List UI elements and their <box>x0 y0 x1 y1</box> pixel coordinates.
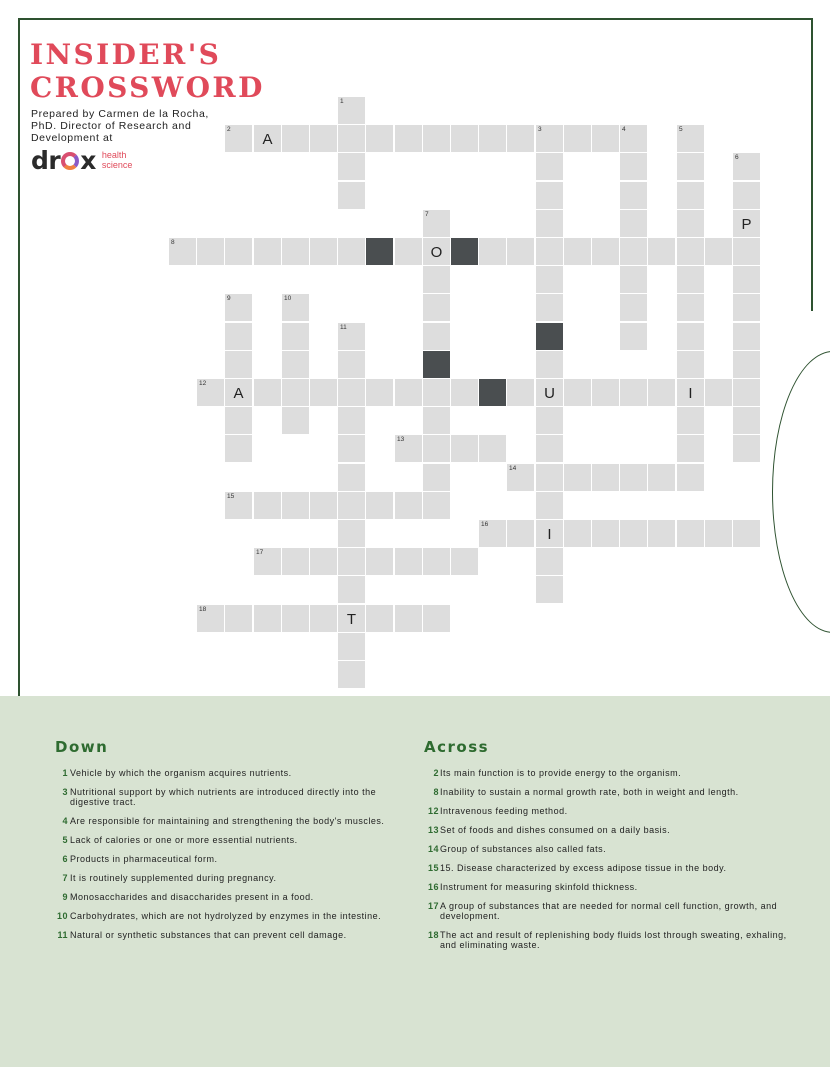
crossword-cell[interactable] <box>733 435 760 462</box>
crossword-cell[interactable] <box>282 548 309 575</box>
crossword-cell[interactable] <box>648 520 675 547</box>
crossword-cell[interactable] <box>648 238 675 265</box>
crossword-cell[interactable] <box>620 210 647 237</box>
clue-number: 14 <box>509 465 517 472</box>
crossword-cell[interactable] <box>733 238 760 265</box>
crossword-cell[interactable] <box>536 379 563 406</box>
clue-item-number: 16 <box>427 882 439 892</box>
crossword-cell[interactable] <box>423 323 450 350</box>
clue-item <box>55 835 405 845</box>
clue-item-text: A group of substances that are needed for normal cell function, growth, and development. <box>440 901 778 921</box>
clue-number: 11 <box>340 324 347 331</box>
clue-item-text: Group of substances also called fats. <box>440 844 607 854</box>
crossword-block-cell <box>479 379 506 406</box>
crossword-cell[interactable] <box>225 125 252 152</box>
clue-item <box>55 854 405 864</box>
crossword-cell[interactable] <box>564 520 591 547</box>
crossword-cell[interactable] <box>423 266 450 293</box>
crossword-cell[interactable] <box>423 464 450 491</box>
crossword-cell[interactable] <box>338 323 365 350</box>
clue-number: 8 <box>171 239 175 246</box>
logo-sub-health: health <box>101 150 127 160</box>
crossword-cell[interactable] <box>338 97 365 124</box>
clue-item-text: Inability to sustain a normal growth rate, both in weight and length. <box>440 787 739 797</box>
crossword-cell[interactable] <box>592 464 619 491</box>
clue-item-number: 2 <box>433 768 439 778</box>
crossword-cell[interactable] <box>733 266 760 293</box>
crossword-cell[interactable] <box>366 125 393 152</box>
crossword-cell[interactable] <box>338 351 365 378</box>
down-clue-list <box>55 768 405 940</box>
clue-item-number: 7 <box>62 873 68 883</box>
clue-item <box>55 930 405 940</box>
title-line-1: INSIDER'S <box>30 38 222 71</box>
crossword-cell[interactable] <box>395 435 422 462</box>
crossword-cell[interactable] <box>536 153 563 180</box>
crossword-cell[interactable] <box>338 520 365 547</box>
crossword-cell[interactable] <box>564 238 591 265</box>
clue-item-number: 14 <box>427 844 439 854</box>
clue-item-text: 15. Disease characterized by excess adipose tissue in the body. <box>440 863 727 873</box>
crossword-cell[interactable] <box>677 210 704 237</box>
crossword-cell[interactable] <box>338 633 365 660</box>
crossword-cell[interactable] <box>620 294 647 321</box>
crossword-cell[interactable] <box>620 125 647 152</box>
crossword-cell[interactable] <box>507 125 534 152</box>
crossword-cell[interactable] <box>451 548 478 575</box>
crossword-cell[interactable] <box>677 435 704 462</box>
crossword-cell[interactable] <box>423 435 450 462</box>
crossword-cell[interactable] <box>282 323 309 350</box>
clue-item <box>55 787 405 807</box>
clue-number: 6 <box>735 154 739 161</box>
clue-number: 12 <box>199 380 207 387</box>
crossword-cell[interactable] <box>197 605 224 632</box>
clue-item-text: Carbohydrates, which are not hydrolyzed by enzymes in the intestine. <box>70 911 382 921</box>
crossword-cell[interactable] <box>254 238 281 265</box>
crossword-cell[interactable] <box>677 379 704 406</box>
clue-number: 16 <box>481 521 489 528</box>
crossword-cell[interactable] <box>620 323 647 350</box>
clue-item-text: Are responsible for maintaining and strengthening the body's muscles. <box>70 816 385 826</box>
crossword-cell[interactable] <box>338 379 365 406</box>
clue-item <box>55 768 405 778</box>
crossword-block-cell <box>451 238 478 265</box>
crossword-cell[interactable] <box>620 238 647 265</box>
crossword-cell[interactable] <box>338 661 365 688</box>
crossword-cell[interactable] <box>677 351 704 378</box>
crossword-cell[interactable] <box>451 379 478 406</box>
clue-item-number: 8 <box>433 787 439 797</box>
crossword-cell[interactable] <box>282 294 309 321</box>
clues-panel <box>0 696 830 1067</box>
crossword-cell[interactable] <box>733 182 760 209</box>
crossword-cell[interactable] <box>395 548 422 575</box>
crossword-cell[interactable] <box>395 605 422 632</box>
crossword-cell[interactable] <box>338 407 365 434</box>
down-clues <box>55 696 405 949</box>
crossword-cell[interactable] <box>451 435 478 462</box>
given-letter: T <box>346 611 357 628</box>
crossword-cell[interactable] <box>536 351 563 378</box>
crossword-cell[interactable] <box>338 492 365 519</box>
crossword-cell[interactable] <box>338 238 365 265</box>
given-letter: A <box>262 131 273 148</box>
crossword-cell[interactable] <box>254 548 281 575</box>
crossword-cell[interactable] <box>536 576 563 603</box>
crossword-cell[interactable] <box>225 238 252 265</box>
crossword-cell[interactable] <box>733 379 760 406</box>
crossword-cell[interactable] <box>620 182 647 209</box>
crossword-block-cell <box>423 351 450 378</box>
crossword-cell[interactable] <box>338 125 365 152</box>
crossword-cell[interactable] <box>536 210 563 237</box>
crossword-cell[interactable] <box>733 323 760 350</box>
crossword-cell[interactable] <box>225 407 252 434</box>
crossword-cell[interactable] <box>677 464 704 491</box>
crossword-cell[interactable] <box>479 435 506 462</box>
crossword-block-cell <box>366 238 393 265</box>
crossword-cell[interactable] <box>310 605 337 632</box>
given-letter: I <box>547 526 552 543</box>
clue-item-number: 6 <box>62 854 68 864</box>
crossword-cell[interactable] <box>169 238 196 265</box>
clue-item <box>55 873 405 883</box>
clue-item-number: 10 <box>56 911 68 921</box>
crossword-cell[interactable] <box>564 464 591 491</box>
crossword-cell[interactable] <box>282 125 309 152</box>
crossword-cell[interactable] <box>648 464 675 491</box>
crossword-cell[interactable] <box>677 323 704 350</box>
clue-number: 1 <box>340 98 344 105</box>
clue-item-number: 18 <box>427 930 439 940</box>
clue-item <box>424 863 804 873</box>
clue-number: 9 <box>227 295 231 302</box>
crossword-cell[interactable] <box>592 520 619 547</box>
crossword-cell[interactable] <box>423 605 450 632</box>
crossword-cell[interactable] <box>536 125 563 152</box>
clue-item-number: 15 <box>427 863 439 873</box>
crossword-cell[interactable] <box>282 605 309 632</box>
crossword-cell[interactable] <box>705 379 732 406</box>
crossword-cell[interactable] <box>225 323 252 350</box>
crossword-cell[interactable] <box>338 548 365 575</box>
crossword-cell[interactable] <box>254 492 281 519</box>
clue-item-number: 1 <box>62 768 68 778</box>
crossword-cell[interactable] <box>592 125 619 152</box>
clue-item-number: 9 <box>62 892 68 902</box>
crossword-cell[interactable] <box>507 464 534 491</box>
clue-number: 15 <box>227 493 235 500</box>
crossword-cell[interactable] <box>197 379 224 406</box>
crossword-cell[interactable] <box>423 548 450 575</box>
given-letter: P <box>741 216 752 233</box>
clue-item <box>55 911 405 921</box>
clue-item-number: 13 <box>427 825 439 835</box>
clue-item <box>424 787 804 797</box>
crossword-cell[interactable] <box>338 182 365 209</box>
clue-item <box>55 816 405 826</box>
crossword-cell[interactable] <box>338 464 365 491</box>
crossword-cell[interactable] <box>507 379 534 406</box>
crossword-cell[interactable] <box>310 125 337 152</box>
crossword-cell[interactable] <box>197 238 224 265</box>
crossword-cell[interactable] <box>254 379 281 406</box>
clue-item-text: Nutritional support by which nutrients are introduced directly into the digestive tract. <box>70 787 377 807</box>
crossword-cell[interactable] <box>536 464 563 491</box>
crossword-cell[interactable] <box>423 210 450 237</box>
crossword-cell[interactable] <box>366 492 393 519</box>
crossword-cell[interactable] <box>225 294 252 321</box>
crossword-cell[interactable] <box>677 266 704 293</box>
crossword-cell[interactable] <box>310 548 337 575</box>
crossword-cell[interactable] <box>592 238 619 265</box>
crossword-cell[interactable] <box>254 605 281 632</box>
clue-item <box>424 768 804 778</box>
crossword-cell[interactable] <box>423 125 450 152</box>
crossword-cell[interactable] <box>677 182 704 209</box>
clue-number: 4 <box>622 126 626 133</box>
clue-item-number: 5 <box>62 835 68 845</box>
author-credit: Prepared by Carmen de la Rocha, PhD. Director of Research and Development at <box>31 108 209 144</box>
crossword-cell[interactable] <box>677 238 704 265</box>
crossword-cell[interactable] <box>620 464 647 491</box>
crossword-cell[interactable] <box>282 492 309 519</box>
given-letter: A <box>233 385 244 402</box>
clue-number: 2 <box>227 126 231 133</box>
crossword-cell[interactable] <box>705 520 732 547</box>
clue-number: 13 <box>397 436 405 443</box>
crossword-cell[interactable] <box>395 492 422 519</box>
clue-item-number: 3 <box>62 787 68 797</box>
crossword-cell[interactable] <box>677 125 704 152</box>
crossword-cell[interactable] <box>338 153 365 180</box>
crossword-cell[interactable] <box>423 379 450 406</box>
clue-item-text: Lack of calories or one or more essential nutrients. <box>70 835 298 845</box>
clue-item <box>424 930 804 950</box>
crossword-cell[interactable] <box>620 520 647 547</box>
crossword-cell[interactable] <box>536 407 563 434</box>
crossword-cell[interactable] <box>310 492 337 519</box>
crossword-cell[interactable] <box>282 351 309 378</box>
crossword-cell[interactable] <box>733 520 760 547</box>
crossword-cell[interactable] <box>254 125 281 152</box>
crossword-cell[interactable] <box>733 407 760 434</box>
crossword-cell[interactable] <box>310 238 337 265</box>
crossword-cell[interactable] <box>282 379 309 406</box>
crossword-cell[interactable] <box>338 435 365 462</box>
crossword-cell[interactable] <box>564 125 591 152</box>
crossword-cell[interactable] <box>536 294 563 321</box>
crossword-cell[interactable] <box>479 238 506 265</box>
crossword-cell[interactable] <box>366 548 393 575</box>
clue-item <box>424 806 804 816</box>
clue-number: 10 <box>284 295 292 302</box>
crossword-cell[interactable] <box>338 576 365 603</box>
crossword-cell[interactable] <box>423 238 450 265</box>
logo-sub-science: science <box>101 160 133 170</box>
crossword-cell[interactable] <box>536 548 563 575</box>
clue-item-number: 12 <box>427 806 439 816</box>
crossword-cell[interactable] <box>479 520 506 547</box>
clue-item-text: It is routinely supplemented during pregnancy. <box>70 873 277 883</box>
crossword-cell[interactable] <box>395 379 422 406</box>
crossword-cell[interactable] <box>423 492 450 519</box>
clue-number: 3 <box>538 126 542 133</box>
crossword-cell[interactable] <box>395 125 422 152</box>
crossword-cell[interactable] <box>677 153 704 180</box>
across-heading: Across <box>424 738 490 756</box>
crossword-cell[interactable] <box>592 379 619 406</box>
crossword-cell[interactable] <box>648 379 675 406</box>
crossword-cell[interactable] <box>536 520 563 547</box>
clue-item-number: 11 <box>57 930 68 940</box>
crossword-cell[interactable] <box>423 407 450 434</box>
crossword-cell[interactable] <box>225 605 252 632</box>
clue-item-text: Its main function is to provide energy to the organism. <box>440 768 682 778</box>
crossword-cell[interactable] <box>733 210 760 237</box>
crossword-cell[interactable] <box>564 379 591 406</box>
clue-item <box>424 844 804 854</box>
crossword-cell[interactable] <box>620 153 647 180</box>
clue-number: 17 <box>256 549 264 556</box>
clue-number: 5 <box>679 126 683 133</box>
given-letter: I <box>688 385 693 402</box>
crossword-cell[interactable] <box>225 379 252 406</box>
crossword-cell[interactable] <box>225 351 252 378</box>
crossword-cell[interactable] <box>282 407 309 434</box>
logo-letters-dr: dr <box>31 145 61 175</box>
crossword-cell[interactable] <box>479 125 506 152</box>
crossword-cell[interactable] <box>310 379 337 406</box>
clue-item-text: The act and result of replenishing body fluids lost through sweating, exhaling, and eliminating waste. <box>440 930 787 950</box>
logo-letter-x: x <box>80 145 96 175</box>
clue-item <box>424 882 804 892</box>
crossword-cell[interactable] <box>536 266 563 293</box>
clue-item-text: Instrument for measuring skinfold thickness. <box>440 882 638 892</box>
given-letter: U <box>544 385 555 402</box>
clue-item-text: Intravenous feeding method. <box>440 806 568 816</box>
crossword-cell[interactable] <box>225 492 252 519</box>
crossword-cell[interactable] <box>338 605 365 632</box>
title-line-2: CROSSWORD <box>30 71 265 104</box>
crossword-cell[interactable] <box>423 294 450 321</box>
clue-number: 18 <box>199 606 207 613</box>
crossword-cell[interactable] <box>705 238 732 265</box>
clue-item <box>424 825 804 835</box>
across-clue-list <box>424 768 804 950</box>
crossword-cell[interactable] <box>225 435 252 462</box>
crossword-block-cell <box>536 323 563 350</box>
crossword-cell[interactable] <box>507 520 534 547</box>
down-heading: Down <box>55 738 109 756</box>
crossword-cell[interactable] <box>536 435 563 462</box>
crossword-cell[interactable] <box>733 153 760 180</box>
crossword-cell[interactable] <box>451 125 478 152</box>
crossword-cell[interactable] <box>536 238 563 265</box>
clue-item <box>424 901 804 921</box>
crossword-cell[interactable] <box>395 238 422 265</box>
given-letter: O <box>430 244 443 261</box>
crossword-cell[interactable] <box>536 182 563 209</box>
clue-item-number: 17 <box>427 901 439 911</box>
crossword-cell[interactable] <box>733 294 760 321</box>
crossword-cell[interactable] <box>677 294 704 321</box>
crossword-cell[interactable] <box>733 351 760 378</box>
clue-item <box>55 892 405 902</box>
clue-item-number: 4 <box>62 816 68 826</box>
across-clues <box>424 696 804 959</box>
crossword-cell[interactable] <box>620 266 647 293</box>
crossword-cell[interactable] <box>366 605 393 632</box>
crossword-cell[interactable] <box>677 520 704 547</box>
crossword-cell[interactable] <box>282 238 309 265</box>
clue-item-text: Products in pharmaceutical form. <box>70 854 218 864</box>
clue-item-text: Monosaccharides and disaccharides present in a food. <box>70 892 314 902</box>
clue-item-text: Natural or synthetic substances that can prevent cell damage. <box>70 930 347 940</box>
crossword-cell[interactable] <box>677 407 704 434</box>
crossword-cell[interactable] <box>366 379 393 406</box>
clue-item-text: Set of foods and dishes consumed on a daily basis. <box>440 825 671 835</box>
crossword-cell[interactable] <box>620 379 647 406</box>
crossword-cell[interactable] <box>536 492 563 519</box>
clue-item-text: Vehicle by which the organism acquires nutrients. <box>70 768 292 778</box>
crossword-cell[interactable] <box>507 238 534 265</box>
clue-number: 7 <box>425 211 429 218</box>
